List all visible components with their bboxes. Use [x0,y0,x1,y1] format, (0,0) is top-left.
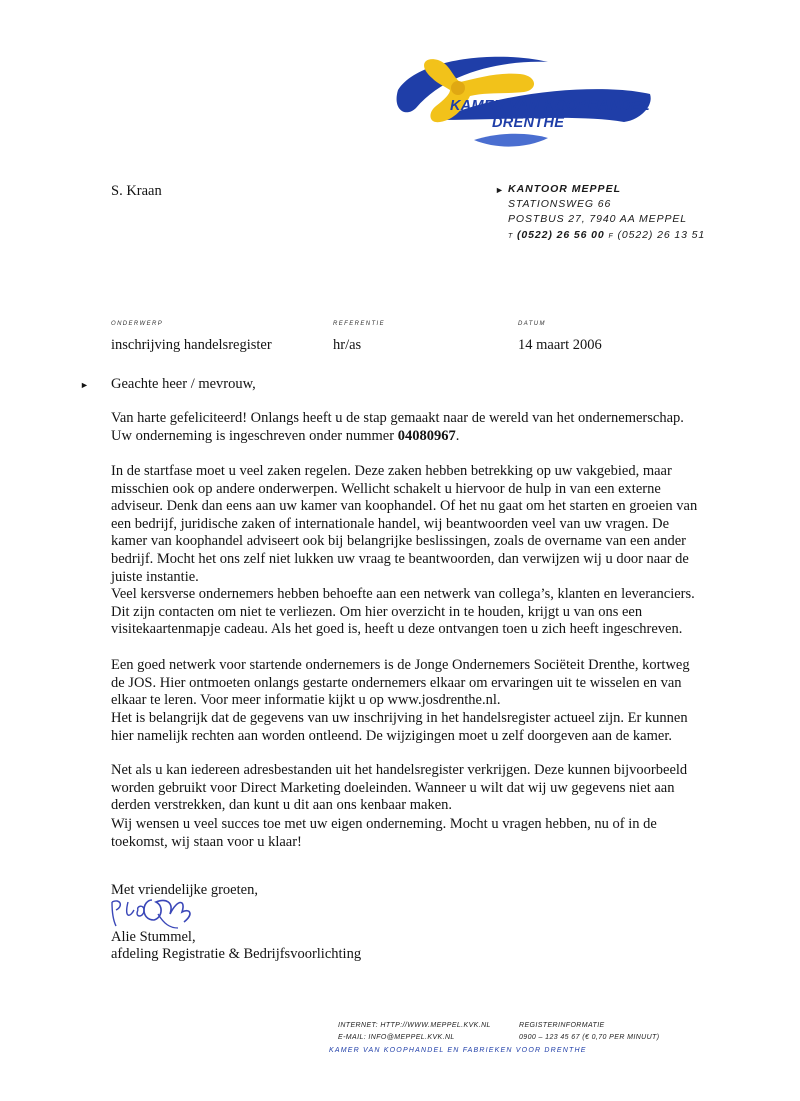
footer-organisation: KAMER VAN KOOPHANDEL EN FABRIEKEN VOOR DRENTHE [329,1047,587,1054]
office-phone: (0522) 26 56 00 [517,228,605,241]
kvk-logo [388,48,658,154]
registration-number: 04080967 [397,427,456,444]
office-marker-icon: ► [495,185,504,195]
office-postbus: POSTBUS 27, 7940 AA MEPPEL [508,213,688,226]
footer-internet: INTERNET: HTTP://WWW.MEPPEL.KVK.NL [338,1022,491,1029]
salutation-marker-icon: ► [80,380,89,390]
paragraph-congratulations [111,410,701,445]
paragraph-jos: Een goed netwerk voor startende ondernemers is de Jonge Ondernemers Sociëteit Drenthe, kortweg de JOS. Hier ontmoeten onlangs gestarte ondernemers elkaar om ervaringen uit te wisselen en van elkaar te leren. Voor meer informatie kijkt u op www.josdrenthe.nl. [111,657,690,709]
office-name: KANTOOR MEPPEL [508,183,621,195]
paragraph-startfase: In de startfase moet u veel zaken regelen. Deze zaken hebben betrekking op uw vakgebied, maar misschien ook op andere onderwerpen. Wellicht schakelt u hiervoor de hulp in van een externe adviseur. Denk dan eens aan uw kamer van koophandel. Of het nu gaat om het starten en groeien van een bedrijf, juridische zaken of internationale handel, wij beantwoorden veel van uw vragen. De kamer van koophandel adviseert ook bij belangrijke beslissingen, zoals de overname van een ander bedrijf. Mocht het ons zelf niet lukken uw vraag te beantwoorden, dan verwijzen wij u door naar de juiste instantie. [111,463,698,585]
fax-label: F [608,232,614,240]
paragraph-adresbestanden: Net als u kan iedereen adresbestanden uit het handelsregister verkrijgen. Deze kunnen bijvoorbeeld worden gebruikt voor Direct Marketing doeleinden. Wanneer u wilt dat wij uw gegevens niet aan derden verstrekken, dan kunt u dit aan ons kenbaar maken. [111,762,688,814]
paragraph-gegevens: Het is belangrijk dat de gegevens van uw inschrijving in het handelsregister actueel zijn. Er kunnen hier namelijk rechten aan worden ontleend. De wijzigingen moet u zelf doorgeven aan de kamer. [111,710,688,744]
paragraph-netwerk: Veel kersverse ondernemers hebben behoefte aan een netwerk van collega’s, klanten en leveranciers. Dit zijn contacten om niet te verliezen. Om hier overzicht in te houden, krijgt u van ons een visitekaartenmapje cadeau. Als het goed is, heeft u deze ontvangen toen u zich heeft ingeschreven. [111,586,695,638]
footer-register-phone: 0900 – 123 45 67 (€ 0,70 PER MINUUT) [519,1034,660,1041]
logo-title-line2: DRENTHE [492,115,565,131]
paragraph-1-text: Van harte gefeliciteerd! Onlangs heeft u de stap gemaakt naar de wereld van het ondernemerschap. Uw onderneming is ingeschreven onder nummer [111,410,684,444]
date-label: DATUM [518,321,546,327]
paragraph-succes: Wij wensen u veel succes toe met uw eigen onderneming. Mocht u vragen hebben, nu of in de toekomst, wij staan voor u klaar! [111,816,657,850]
office-fax: (0522) 26 13 51 [617,228,706,241]
closing-greeting: Met vriendelijke groeten, [111,882,258,898]
phone-label: T [508,232,514,240]
date-value: 14 maart 2006 [518,337,602,353]
paragraph-1-end: . [455,427,460,444]
recipient-name: S. Kraan [111,183,162,199]
footer-register-label: REGISTERINFORMATIE [519,1022,605,1029]
reference-label: REFERENTIE [333,321,386,327]
subject-value: inschrijving handelsregister [111,337,272,353]
logo-title-line1: KAMER VAN KOOPHANDEL [450,98,650,114]
subject-label: ONDERWERP [111,321,164,327]
reference-value: hr/as [333,337,362,353]
signer-department: afdeling Registratie & Bedrijfsvoorlichting [111,946,362,962]
handwritten-signature [108,888,198,932]
office-phone-line [508,228,705,244]
salutation: Geachte heer / mevrouw, [111,376,256,392]
office-street: STATIONSWEG 66 [508,198,612,211]
signer-name: Alie Stummel, [111,929,196,945]
footer-email: E-MAIL: INFO@MEPPEL.KVK.NL [338,1034,455,1041]
office-address-block [495,182,706,244]
